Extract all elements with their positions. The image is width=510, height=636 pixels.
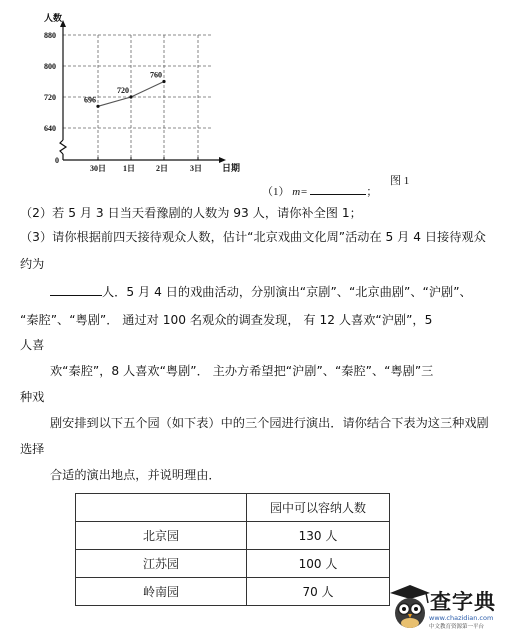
axis-break-mark [60,140,66,154]
attendance-line-chart [0,0,290,185]
data-point [129,95,132,98]
watermark-url: www.chazidian.com [429,614,494,622]
x-tick-label: 1日 [123,164,135,173]
x-tick-label: 3日 [190,164,202,173]
question-3-line-1: （3）请你根据前四天接待观众人数，估计“北京戏曲文化周”活动在 5 月 4 日接待观众 [20,230,486,244]
venue-name: 江苏园 [76,550,247,578]
venue-capacity: 100 人 [247,550,390,578]
watermark-tagline: 中文教育资源第一平台 [429,624,485,630]
question-3-line-7: 种戏 [20,390,45,404]
data-point [162,80,165,83]
venue-capacity: 70 人 [247,578,390,606]
table-row [76,578,390,606]
question-1 [262,183,377,199]
figure-label: 图 1 [390,175,410,187]
x-tick-label: 30日 [90,164,106,173]
venue-capacity-table [75,493,390,606]
venue-name: 岭南园 [76,578,247,606]
table-header-cell [76,494,247,522]
data-label: 696 [84,95,96,105]
table-row [76,550,390,578]
q1-answer-blank [310,184,366,195]
q1-variable: m= [292,186,308,198]
question-3-line-3-text: 人．5 月 4 日的戏曲活动，分别演出“京剧”、“北京曲剧”、“沪剧”、 [102,285,472,299]
x-tick-label: 2日 [156,164,168,173]
y-tick-label: 640 [44,124,56,133]
question-3-line-10: 合适的演出地点，并说明理由． [50,468,221,482]
table-row [76,522,390,550]
question-3-line-9: 选择 [20,442,45,456]
table-header-cell: 园中可以容纳人数 [247,494,390,522]
q1-suffix: ； [366,186,378,198]
q1-prefix: （1） [262,186,290,198]
question-3-line-3 [50,284,472,300]
data-point [96,105,99,108]
venue-name: 北京园 [76,522,247,550]
question-3-line-6: 欢“秦腔”，8 人喜欢“粤剧”． 主办方希望把“沪剧”、“秦腔”、“粤剧”三 [50,364,434,378]
question-3-line-4: “秦腔”、“粤剧”． 通过对 100 名观众的调查发现， 有 12 人喜欢“沪剧”，5 [20,313,433,327]
y-tick-label: 720 [44,93,56,102]
watermark-title: 查字典 [430,590,496,614]
question-2: （2）若 5 月 3 日当天看豫剧的人数为 93 人，请你补全图 1； [20,206,362,220]
y-tick-label: 0 [55,156,59,165]
y-axis-label: 人数 [44,13,63,23]
x-axis-label: 日期 [222,163,241,173]
estimate-answer-blank [50,284,102,296]
y-tick-label: 800 [44,62,56,71]
venue-capacity: 130 人 [247,522,390,550]
series [84,71,166,108]
question-3-line-2: 约为 [20,257,45,271]
table-header-row [76,494,390,522]
y-tick-label: 880 [44,31,56,40]
question-3-line-8: 剧安排到以下五个园（如下表）中的三个园进行演出．请你结合下表为这三种戏剧 [50,416,489,430]
y-tick-labels [44,31,59,165]
data-label: 720 [117,86,129,95]
data-label: 760 [150,70,162,80]
question-3-line-5: 人喜 [20,338,45,352]
